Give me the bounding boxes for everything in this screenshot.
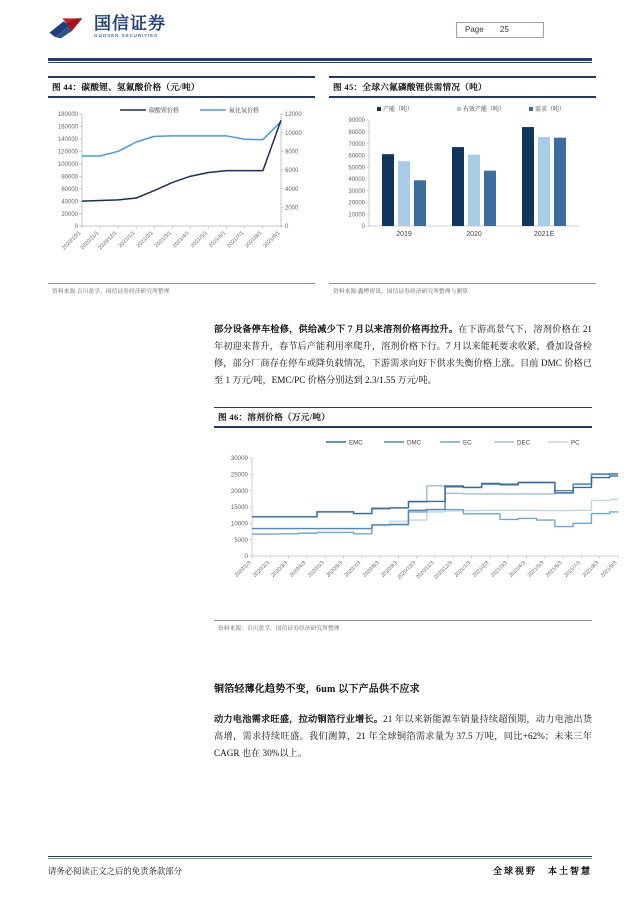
y-tick-label: 20000	[348, 200, 365, 207]
legend-label-PC: PC	[571, 439, 580, 447]
y2-tick-label: 12000	[285, 111, 302, 118]
figure-44-plot	[48, 98, 315, 281]
figure-46-series-EC	[252, 509, 618, 534]
x-tick-label: 2021/4/1	[171, 229, 191, 249]
figure-46-plot	[214, 428, 619, 618]
y-tick-label: 160000	[57, 124, 78, 131]
copper-paragraph-rest: 21 年以来新能源车销量持续超预期，动力电池出货高增，需求持续旺盛。我们测算，21 年全球铜箔需求量为 37.5 万吨，同比+62%；未来三年 CAGR 也在 30%以上。	[214, 713, 593, 758]
figure-44-source: 资料来源:百川盈孚，国信证券经济研究所整理	[52, 288, 170, 295]
y-tick-label: 10000	[230, 520, 248, 528]
copper-section-heading: 铜箔轻薄化趋势不变，6um 以下产品供不应求	[214, 683, 420, 695]
solvent-paragraph-block	[214, 321, 592, 389]
y-tick-label: 70000	[348, 141, 365, 148]
legend-label-EC: EC	[463, 439, 472, 447]
y-tick-label: 30000	[348, 188, 365, 195]
figure-44-legend	[120, 106, 259, 114]
x-tick-label: 2020/10/3	[396, 559, 418, 581]
solvent-paragraph	[214, 321, 592, 389]
copper-paragraph	[214, 711, 592, 762]
bar-2020-2	[484, 170, 496, 225]
figure-45-chart	[329, 98, 596, 281]
y-tick-label: 20000	[61, 211, 78, 218]
y2-tick-label: 10000	[285, 130, 302, 137]
y2-tick-label: 8000	[285, 149, 299, 156]
bar-2019-1	[398, 161, 410, 226]
figure-44-series-carbonate	[82, 120, 281, 201]
y2-tick-label: 2000	[285, 205, 299, 212]
header-divider-thin	[48, 62, 592, 63]
figure-45-title: 图 45：全球六氟磷酸锂供需情况（吨）	[333, 82, 487, 93]
figure-46-chart	[214, 428, 640, 618]
page-number-box	[456, 22, 544, 38]
x-tick-label: 2020/2/3	[252, 559, 271, 579]
y-tick-label: 120000	[57, 149, 78, 156]
legend-label-0: 产能（吨）	[383, 106, 414, 113]
x-tick-label: 2020/12/1	[97, 229, 119, 252]
figure-46	[214, 407, 619, 632]
legend-swatch-1	[457, 107, 461, 111]
footer-disclaimer: 请务必阅读正文之后的免责条款部分	[48, 867, 182, 876]
y-tick-label: 0	[74, 223, 78, 230]
legend-swatch-0	[377, 107, 381, 111]
x-tick-label: 2020/8/3	[361, 559, 381, 579]
x-category-label: 2019	[396, 230, 412, 238]
x-tick-label: 2021/7/1	[226, 229, 246, 249]
bar-2020-1	[468, 154, 480, 225]
x-tick-label: 2021/9/1	[262, 229, 282, 249]
solvent-paragraph-lead: 部分设备停车检修，供给减少下 7 月以来溶剂价格再拉升。	[214, 323, 459, 334]
x-tick-label: 2020/11/3	[415, 559, 436, 581]
x-tick-label: 2020/10/1	[61, 229, 83, 252]
bar-2021E-1	[538, 137, 550, 226]
y-tick-label: 5000	[234, 536, 248, 544]
legend-label-DEC: DEC	[517, 439, 531, 447]
guosen-arrow-logo-icon	[48, 14, 88, 40]
x-tick-label: 2021/1/1	[117, 229, 137, 249]
x-tick-label: 2021/5/1	[189, 229, 210, 249]
x-tick-label: 2021/6/3	[544, 559, 564, 579]
bar-2020-0	[452, 147, 464, 226]
copper-section	[214, 680, 592, 762]
header-divider	[48, 58, 592, 61]
x-tick-label: 2021/5/3	[526, 559, 546, 579]
y2-tick-label: 6000	[285, 167, 299, 174]
x-tick-label: 2021/4/3	[508, 559, 527, 579]
footer-divider	[48, 856, 592, 858]
figure-44-title: 图 44：碳酸锂、氢氟酸价格（元/吨）	[52, 82, 200, 93]
x-category-label: 2021E	[533, 230, 555, 238]
figure-row-top	[48, 76, 592, 294]
bar-2021E-2	[554, 137, 566, 225]
x-tick-label: 2021/6/1	[208, 229, 228, 249]
x-tick-label: 2021/3/1	[153, 229, 173, 249]
bar-2019-0	[382, 154, 394, 226]
legend-label-EMC: EMC	[349, 439, 363, 447]
x-tick-label: 2020/12/3	[433, 559, 454, 581]
x-tick-label: 2021/2/1	[135, 229, 155, 249]
legend-swatch-2	[529, 107, 533, 111]
figure-46-block	[214, 407, 619, 632]
y-tick-label: 140000	[57, 136, 78, 143]
figure-44	[48, 76, 315, 294]
y-tick-label: 20000	[230, 487, 248, 495]
x-tick-label: 2020/7/3	[343, 559, 363, 579]
figure-45-source: 资料来源:鑫椤资讯，国信证券经济研究所整理与测算	[333, 288, 469, 295]
x-tick-label: 2020/5/3	[307, 559, 326, 579]
figure-45-legend	[377, 105, 565, 113]
figure-45	[329, 76, 596, 294]
logo-text-en: GUOSEN SECURITIES	[94, 33, 159, 39]
legend-label-carbonate: 碳酸锂价格	[149, 108, 180, 115]
y-tick-label: 30000	[230, 454, 248, 462]
bar-2019-2	[414, 180, 426, 226]
x-tick-label: 2021/3/3	[490, 559, 509, 579]
bar-2021E-0	[522, 127, 534, 226]
y-tick-label: 50000	[348, 164, 365, 171]
x-tick-label: 2020/4/3	[288, 559, 308, 579]
y-tick-label: 40000	[61, 198, 78, 205]
x-tick-label: 2020/9/3	[380, 559, 399, 579]
y-tick-label: 0	[361, 223, 365, 230]
x-category-label: 2020	[466, 230, 482, 238]
y-tick-label: 25000	[230, 471, 248, 479]
page-number: 25	[499, 25, 509, 34]
legend-label-2: 需求（吨）	[535, 106, 566, 113]
y-tick-label: 15000	[230, 503, 248, 511]
y-tick-label: 0	[244, 552, 248, 560]
x-tick-label: 2020/1/3	[233, 559, 253, 579]
figure-45-plot	[329, 98, 596, 281]
figure-44-series-hf	[82, 121, 281, 156]
y-tick-label: 180000	[57, 111, 78, 118]
x-tick-label: 2021/9/3	[599, 559, 619, 579]
logo-text-cn: 国信证券	[94, 14, 166, 34]
figure-46-source: 资料来源：百川盈孚，国信证券经济研究所整理	[218, 625, 340, 632]
x-tick-label: 2020/6/3	[325, 559, 344, 579]
y-tick-label: 80000	[348, 129, 365, 136]
legend-label-hf: 氟化氢价格	[229, 108, 260, 115]
x-tick-label: 2021/7/3	[563, 559, 582, 579]
figure-44-chart	[48, 98, 315, 281]
x-tick-label: 2021/2/3	[471, 559, 491, 579]
copper-paragraph-lead: 动力电池需求旺盛，拉动铜箔行业增长。	[214, 713, 384, 724]
footer-slogan: 全球视野 本土智慧	[492, 866, 592, 876]
x-tick-label: 2020/11/1	[79, 229, 101, 251]
y-tick-label: 90000	[348, 117, 365, 124]
y-tick-label: 100000	[57, 161, 78, 168]
x-tick-label: 2021/1/3	[453, 559, 473, 579]
solvent-paragraph-rest: 在下游高景气下，溶剂价格在 21 年初迎来普升，春节后产能利用率爬升，溶剂价格下行。7 月以来能耗要求收紧，叠加设备检修，部分厂商存在停车或降负载情况，下游需求向好下供求失衡价格上涨。目前 DMC 价格已至 1 万元/吨，EMC/PC 价格分别达到 2.3/1.55 万元/吨。	[214, 323, 593, 385]
x-tick-label: 2021/8/1	[244, 229, 264, 249]
x-tick-label: 2021/8/3	[581, 559, 601, 579]
y-tick-label: 60000	[348, 153, 365, 160]
page-label: Page	[465, 25, 484, 34]
y-tick-label: 40000	[348, 176, 365, 183]
figure-46-legend	[326, 439, 580, 446]
y-tick-label: 10000	[348, 212, 365, 219]
y-tick-label: 80000	[61, 174, 78, 181]
figure-46-series-PC	[252, 499, 618, 528]
legend-label-1: 有效产能（吨）	[463, 106, 506, 113]
x-tick-label: 2020/3/3	[270, 559, 290, 579]
page-footer	[48, 856, 592, 877]
y2-tick-label: 0	[285, 223, 289, 230]
page-header	[48, 0, 592, 52]
y-tick-label: 60000	[61, 186, 78, 193]
figure-46-title: 图 46：溶剂价格（万元/吨）	[218, 412, 331, 423]
legend-label-DMC: DMC	[407, 439, 422, 447]
y2-tick-label: 4000	[285, 186, 299, 193]
